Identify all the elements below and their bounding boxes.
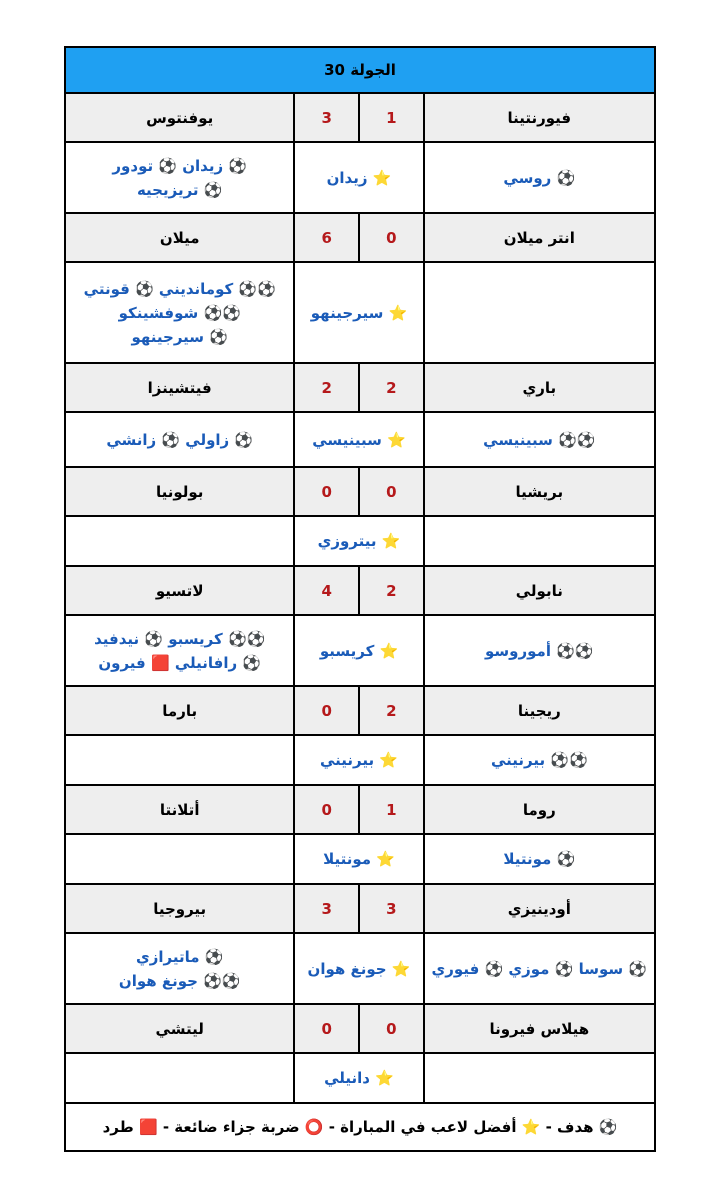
away-team: ميلان (66, 214, 295, 261)
details-row (66, 616, 654, 687)
details-row (66, 736, 654, 786)
mvp-label: ⭐ بيتروزي (317, 532, 401, 550)
score-row (66, 885, 654, 934)
away-score: 0 (295, 786, 360, 833)
home-team: نابولي (515, 581, 563, 600)
player-line: ⚽ تريزيجيه (136, 180, 223, 199)
man-of-the-match (295, 413, 424, 466)
player-line: ⚽ سوسا ⚽ موزي ⚽ فيوري (431, 959, 648, 978)
legend: ⚽ هدف - ⭐ أفضل لاعب في المباراة - ⭕ ضربة جزاء ضائعة - 🟥 طرد (102, 1118, 618, 1136)
score-row (66, 786, 654, 835)
details-row (66, 143, 654, 214)
home-team: بريشيا (515, 482, 564, 501)
away-team: أتلانتا (66, 786, 295, 833)
score-row (66, 468, 654, 517)
home-events (425, 616, 654, 685)
mvp-label: ⭐ دانيلي (324, 1069, 394, 1087)
player-line: ⚽⚽ جونغ هوان (118, 971, 241, 990)
details-row (66, 1054, 654, 1104)
away-score: 6 (295, 214, 360, 261)
away-score: 0 (295, 1005, 360, 1052)
away-events (66, 263, 295, 362)
man-of-the-match (295, 835, 424, 883)
player-line: ⚽ ماتيرازي (136, 947, 224, 966)
home-score: 1 (360, 94, 425, 141)
away-team: يوفنتوس (66, 94, 295, 141)
home-score: 2 (360, 687, 425, 734)
home-score: 3 (360, 885, 425, 932)
man-of-the-match (295, 616, 424, 685)
man-of-the-match (295, 263, 424, 362)
away-score: 3 (295, 94, 360, 141)
away-team: بارما (66, 687, 295, 734)
away-events (66, 616, 295, 685)
score-row (66, 364, 654, 413)
home-events (425, 517, 654, 565)
home-events (425, 835, 654, 883)
details-row (66, 517, 654, 567)
away-score: 0 (295, 468, 360, 515)
details-row (66, 263, 654, 364)
man-of-the-match (295, 736, 424, 784)
round-title: الجولة 30 (66, 48, 654, 94)
home-events (425, 1054, 654, 1102)
away-events (66, 1054, 295, 1102)
home-team: انتر ميلان (503, 228, 575, 247)
home-score: 2 (360, 567, 425, 614)
away-team: بولونيا (66, 468, 295, 515)
away-team: لاتسيو (66, 567, 295, 614)
score-row (66, 94, 654, 143)
mvp-label: ⭐ مونتيلا (323, 850, 395, 868)
away-events (66, 934, 295, 1003)
man-of-the-match (295, 143, 424, 212)
home-team: أودينيزي (507, 899, 571, 918)
home-team: روما (522, 800, 556, 819)
home-score: 2 (360, 364, 425, 411)
mvp-label: ⭐ بيرنيني (319, 751, 399, 769)
mvp-label: ⭐ كريسبو (319, 641, 399, 660)
player-line: ⚽⚽ سبينيسي (483, 430, 596, 449)
mvp-label: ⭐ زيدان (326, 168, 392, 187)
away-events (66, 517, 295, 565)
player-line: ⚽⚽ أموروسو (485, 641, 594, 660)
player-line: ⚽ رافانيلي 🟥 فيرون (98, 653, 262, 672)
home-events (425, 263, 654, 362)
mvp-label: ⭐ سيرجينهو (310, 303, 408, 322)
score-row (66, 214, 654, 263)
home-score: 0 (360, 1005, 425, 1052)
away-events (66, 413, 295, 466)
man-of-the-match (295, 934, 424, 1003)
player-line: ⚽⚽ شوفشينكو (118, 303, 241, 322)
man-of-the-match (295, 517, 424, 565)
away-events (66, 143, 295, 212)
away-score: 0 (295, 687, 360, 734)
home-team: باري (522, 378, 557, 397)
home-score: 1 (360, 786, 425, 833)
home-team: هيلاس فيرونا (489, 1019, 590, 1038)
home-events (425, 413, 654, 466)
away-events (66, 835, 295, 883)
mvp-label: ⭐ جونغ هوان (307, 959, 411, 978)
home-events (425, 143, 654, 212)
match-results-table (64, 46, 656, 1152)
score-row (66, 1005, 654, 1054)
away-team: ليتشي (66, 1005, 295, 1052)
player-line: ⚽ زيدان ⚽ تودور (112, 156, 247, 175)
away-score: 4 (295, 567, 360, 614)
home-events (425, 736, 654, 784)
player-line: ⚽ روسي (503, 168, 576, 187)
details-row (66, 413, 654, 468)
away-score: 2 (295, 364, 360, 411)
details-row (66, 835, 654, 885)
home-score: 0 (360, 214, 425, 261)
score-row (66, 687, 654, 736)
player-line: ⚽⚽ كوماندیني ⚽ قونتي (83, 279, 276, 298)
home-team: ريجينا (517, 701, 561, 720)
away-score: 3 (295, 885, 360, 932)
details-row (66, 934, 654, 1005)
player-line: ⚽⚽ كريسبو ⚽ نيدفيد (94, 629, 266, 648)
home-events (425, 934, 654, 1003)
player-line: ⚽ مونتيلا (503, 850, 576, 868)
away-team: فيتشينزا (66, 364, 295, 411)
player-line: ⚽⚽ بيرنيني (490, 751, 588, 769)
player-line: ⚽ سيرجينهو (131, 327, 228, 346)
home-team: فيورنتينا (507, 108, 572, 127)
mvp-label: ⭐ سبينيسي (312, 430, 406, 449)
player-line: ⚽ زاولي ⚽ زانشي (106, 430, 254, 449)
man-of-the-match (295, 1054, 424, 1102)
away-events (66, 736, 295, 784)
score-row (66, 567, 654, 616)
match-rows (66, 94, 654, 1104)
home-score: 0 (360, 468, 425, 515)
away-team: بيروجيا (66, 885, 295, 932)
